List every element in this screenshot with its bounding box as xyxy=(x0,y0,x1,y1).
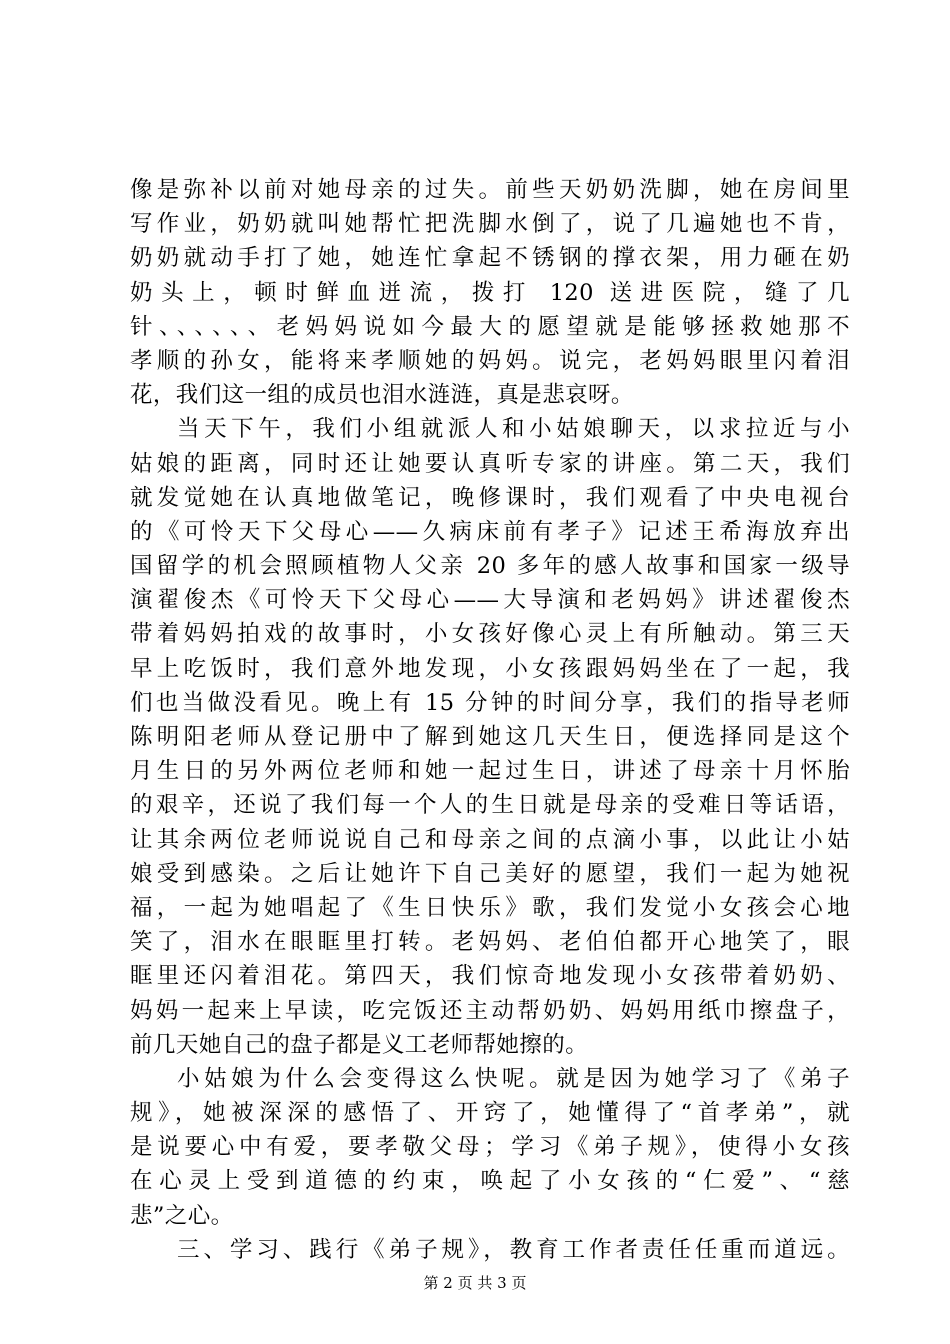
text-line: 当天下午，我们小组就派人和小姑娘聊天，以求拉近与小 xyxy=(177,416,850,443)
text-line: 写作业，奶奶就叫她帮忙把洗脚水倒了，说了几遍她也不肯， xyxy=(130,211,850,238)
text-line: 孝顺的孙女，能将来孝顺她的妈妈。说完，老妈妈眼里闪着泪 xyxy=(130,347,850,374)
text-line: 眶里还闪着泪花。第四天，我们惊奇地发现小女孩带着奶奶、 xyxy=(130,963,850,990)
text-line: 福，一起为她唱起了《生日快乐》歌，我们发觉小女孩会心地 xyxy=(130,894,850,921)
text-line: 妈妈一起来上早读，吃完饭还主动帮奶奶、妈妈用纸巾擦盘子， xyxy=(130,997,850,1024)
text-line: 国留学的机会照顾植物人父亲 20 多年的感人故事和国家一级导 xyxy=(130,553,850,580)
text-line: 规》，她被深深的感悟了、开窍了，她懂得了“首孝弟”，就 xyxy=(130,1100,850,1127)
text-line: 早上吃饭时，我们意外地发现，小女孩跟妈妈坐在了一起，我 xyxy=(130,655,850,682)
page-number-footer: 第 2 页 共 3 页 xyxy=(423,1274,527,1292)
text-line: 是说要心中有爱，要孝敬父母；学习《弟子规》，使得小女孩 xyxy=(130,1134,850,1161)
text-line: 们也当做没看见。晚上有 15 分钟的时间分享，我们的指导老师 xyxy=(130,689,850,716)
text-line: 像是弥补以前对她母亲的过失。前些天奶奶洗脚，她在房间里 xyxy=(130,177,850,203)
text-line: 花，我们这一组的成员也泪水涟涟，真是悲哀呀。 xyxy=(130,382,634,409)
text-line: 的艰辛，还说了我们每一个人的生日就是母亲的受难日等话语， xyxy=(130,792,850,819)
text-line: 月生日的另外两位老师和她一起过生日，讲述了母亲十月怀胎 xyxy=(130,758,850,785)
text-line: 陈明阳老师从登记册中了解到她这几天生日，便选择同是这个 xyxy=(130,724,850,750)
paragraph-2 xyxy=(130,412,850,1062)
text-line: 小姑娘为什么会变得这么快呢。就是因为她学习了《弟子 xyxy=(177,1065,850,1092)
text-line: 奶奶就动手打了她，她连忙拿起不锈钢的撑衣架，用力砸在奶 xyxy=(130,245,850,272)
text-line: 悲”之心。 xyxy=(130,1202,234,1229)
paragraph-3 xyxy=(130,1062,850,1233)
text-line: 带着妈妈拍戏的故事时，小女孩好像心灵上有所触动。第三天 xyxy=(130,621,850,648)
text-line: 针、、、、、、老妈妈说如今最大的愿望就是能够拯救她那不 xyxy=(130,313,850,340)
text-line: 奶头上，顿时鲜血迸流，拨打 120 送进医院，缝了几 xyxy=(130,279,850,306)
paragraph-4 xyxy=(130,1233,850,1267)
text-line: 姑娘的距离，同时还让她要认真听专家的讲座。第二天，我们 xyxy=(130,450,850,477)
text-line: 前几天她自己的盘子都是义工老师帮她擦的。 xyxy=(130,1031,589,1058)
text-line: 让其余两位老师说说自己和母亲之间的点滴小事，以此让小姑 xyxy=(130,826,850,853)
text-line: 在心灵上受到道德的约束，唤起了小女孩的“仁爱”、“慈 xyxy=(130,1168,850,1195)
body-text xyxy=(130,173,850,1267)
text-line: 就发觉她在认真地做笔记，晚修课时，我们观看了中央电视台 xyxy=(130,484,850,511)
text-line: 演翟俊杰《可怜天下父母心——大导演和老妈妈》讲述翟俊杰 xyxy=(130,587,850,614)
text-line: 的《可怜天下父母心——久病床前有孝子》记述王希海放弃出 xyxy=(130,518,850,545)
text-line: 笑了，泪水在眼眶里打转。老妈妈、老伯伯都开心地笑了，眼 xyxy=(130,929,850,956)
text-line: 娘受到感染。之后让她许下自己美好的愿望，我们一起为她祝 xyxy=(130,860,850,887)
paragraph-1 xyxy=(130,173,850,412)
section-heading: 三、学习、践行《弟子规》，教育工作者责任任重而道远。 xyxy=(177,1236,850,1263)
